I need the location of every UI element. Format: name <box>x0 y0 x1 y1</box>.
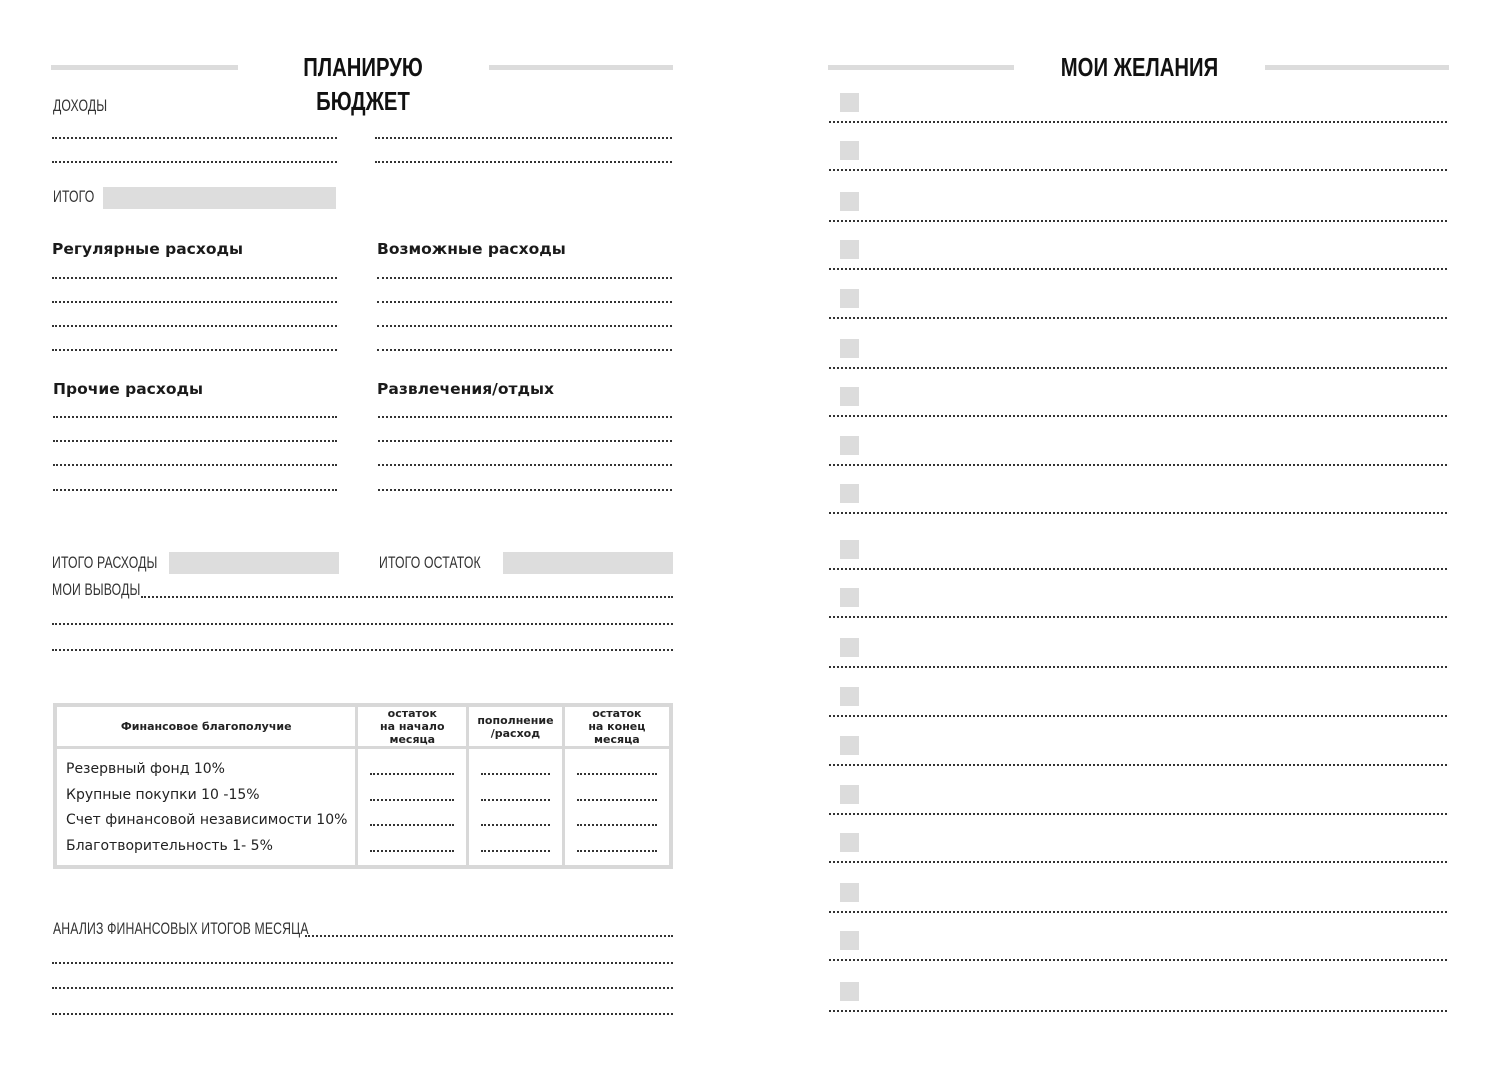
entertainment-heading: Развлечения/отдых <box>377 380 555 398</box>
regular-expense-line[interactable] <box>52 349 337 351</box>
wish-checkbox[interactable] <box>840 785 859 804</box>
regular-expense-line[interactable] <box>52 301 337 303</box>
conclusions-line[interactable] <box>141 596 673 598</box>
table-cell-line[interactable] <box>573 783 661 809</box>
start-balance-cells <box>357 748 468 868</box>
conclusions-label: МОИ ВЫВОДЫ <box>52 580 141 599</box>
wish-checkbox[interactable] <box>840 588 859 607</box>
wish-checkbox[interactable] <box>840 339 859 358</box>
entertainment-line[interactable] <box>378 464 672 466</box>
financial-wellbeing-table <box>53 703 673 869</box>
income-line[interactable] <box>375 161 672 163</box>
wish-checkbox[interactable] <box>840 484 859 503</box>
wish-checkbox[interactable] <box>840 141 859 160</box>
wish-line[interactable] <box>829 715 1447 717</box>
wish-line[interactable] <box>829 464 1447 466</box>
table-cell-line[interactable] <box>477 808 554 834</box>
wish-line[interactable] <box>829 616 1447 618</box>
wish-line[interactable] <box>829 764 1447 766</box>
wish-line[interactable] <box>829 169 1447 171</box>
title-bar-left <box>828 65 1014 70</box>
total-balance-label: ИТОГО ОСТАТОК <box>379 553 481 572</box>
conclusions-line[interactable] <box>52 623 673 625</box>
possible-expense-line[interactable] <box>377 349 672 351</box>
conclusions-line[interactable] <box>52 649 673 651</box>
wish-line[interactable] <box>829 666 1447 668</box>
table-cell-line[interactable] <box>477 757 554 783</box>
total-expenses-field[interactable] <box>169 552 339 574</box>
wish-line[interactable] <box>829 813 1447 815</box>
table-row-label: Благотворительность 1- 5% <box>66 837 273 854</box>
other-expense-line[interactable] <box>53 489 337 491</box>
analysis-line[interactable] <box>52 987 673 989</box>
table-cell-line[interactable] <box>477 783 554 809</box>
wish-line[interactable] <box>829 220 1447 222</box>
wish-line[interactable] <box>829 121 1447 123</box>
wish-line[interactable] <box>829 861 1447 863</box>
table-cell-line[interactable] <box>573 834 661 860</box>
topup-expense-cells <box>468 748 564 868</box>
budget-title: ПЛАНИРУЮ БЮДЖЕТ <box>303 52 423 116</box>
analysis-line[interactable] <box>52 1013 673 1015</box>
end-balance-cells <box>563 748 671 868</box>
table-row-label: Резервный фонд 10% <box>66 761 225 777</box>
wish-line[interactable] <box>829 268 1447 270</box>
wish-checkbox[interactable] <box>840 93 859 112</box>
table-header: Финансовое благополучие <box>55 705 357 748</box>
other-expense-line[interactable] <box>53 416 337 418</box>
table-header: остаток на начало месяца <box>357 705 468 748</box>
table-cell-line[interactable] <box>366 757 458 783</box>
table-row-labels <box>55 748 357 868</box>
other-expense-line[interactable] <box>53 440 337 442</box>
wish-line[interactable] <box>829 568 1447 570</box>
possible-expense-line[interactable] <box>377 325 672 327</box>
table-cell-line[interactable] <box>366 783 458 809</box>
wish-checkbox[interactable] <box>840 387 859 406</box>
total-expenses-label: ИТОГО РАСХОДЫ <box>52 553 158 572</box>
table-cell-line[interactable] <box>573 757 661 783</box>
title-bar-right <box>1265 65 1449 70</box>
wish-checkbox[interactable] <box>840 540 859 559</box>
wishes-title: МОИ ЖЕЛАНИЯ <box>1060 52 1219 82</box>
total-balance-field[interactable] <box>503 552 673 574</box>
wish-checkbox[interactable] <box>840 436 859 455</box>
regular-expenses-heading: Регулярные расходы <box>52 240 244 258</box>
wish-checkbox[interactable] <box>840 736 859 755</box>
possible-expenses-heading: Возможные расходы <box>377 240 566 258</box>
wish-checkbox[interactable] <box>840 931 859 950</box>
income-line[interactable] <box>52 137 337 139</box>
income-label: ДОХОДЫ <box>53 96 108 115</box>
wish-line[interactable] <box>829 1010 1447 1012</box>
table-header: пополнение /расход <box>468 705 564 748</box>
wish-checkbox[interactable] <box>840 240 859 259</box>
income-line[interactable] <box>52 161 337 163</box>
wish-line[interactable] <box>829 911 1447 913</box>
wish-line[interactable] <box>829 415 1447 417</box>
regular-expense-line[interactable] <box>52 277 337 279</box>
total-field[interactable] <box>103 187 336 209</box>
wish-checkbox[interactable] <box>840 833 859 852</box>
table-row-label: Счет финансовой независимости 10% <box>66 812 348 828</box>
entertainment-line[interactable] <box>378 440 672 442</box>
possible-expense-line[interactable] <box>377 277 672 279</box>
wish-checkbox[interactable] <box>840 982 859 1001</box>
table-row-label: Крупные покупки 10 -15% <box>66 786 260 803</box>
wish-line[interactable] <box>829 959 1447 961</box>
income-line[interactable] <box>375 137 672 139</box>
wish-line[interactable] <box>829 512 1447 514</box>
analysis-label: АНАЛИЗ ФИНАНСОВЫХ ИТОГОВ МЕСЯЦА <box>53 919 309 938</box>
table-cell-line[interactable] <box>366 808 458 834</box>
title-bar-left <box>51 65 238 70</box>
wish-checkbox[interactable] <box>840 687 859 706</box>
wish-line[interactable] <box>829 317 1447 319</box>
wish-checkbox[interactable] <box>840 638 859 657</box>
total-label: ИТОГО <box>53 187 95 206</box>
analysis-line[interactable] <box>305 935 673 937</box>
other-expense-line[interactable] <box>53 464 337 466</box>
table-cell-line[interactable] <box>366 834 458 860</box>
table-cell-line[interactable] <box>573 808 661 834</box>
analysis-line[interactable] <box>52 962 673 964</box>
wish-checkbox[interactable] <box>840 289 859 308</box>
table-cell-line[interactable] <box>477 834 554 860</box>
table-header-row <box>55 705 671 748</box>
regular-expense-line[interactable] <box>52 325 337 327</box>
wish-checkbox[interactable] <box>840 883 859 902</box>
possible-expense-line[interactable] <box>377 301 672 303</box>
wish-line[interactable] <box>829 367 1447 369</box>
entertainment-line[interactable] <box>378 489 672 491</box>
other-expenses-heading: Прочие расходы <box>53 380 204 398</box>
title-bar-right <box>489 65 673 70</box>
wish-checkbox[interactable] <box>840 192 859 211</box>
table-header: остаток на конец месяца <box>563 705 671 748</box>
entertainment-line[interactable] <box>378 416 672 418</box>
table-row <box>55 748 671 868</box>
